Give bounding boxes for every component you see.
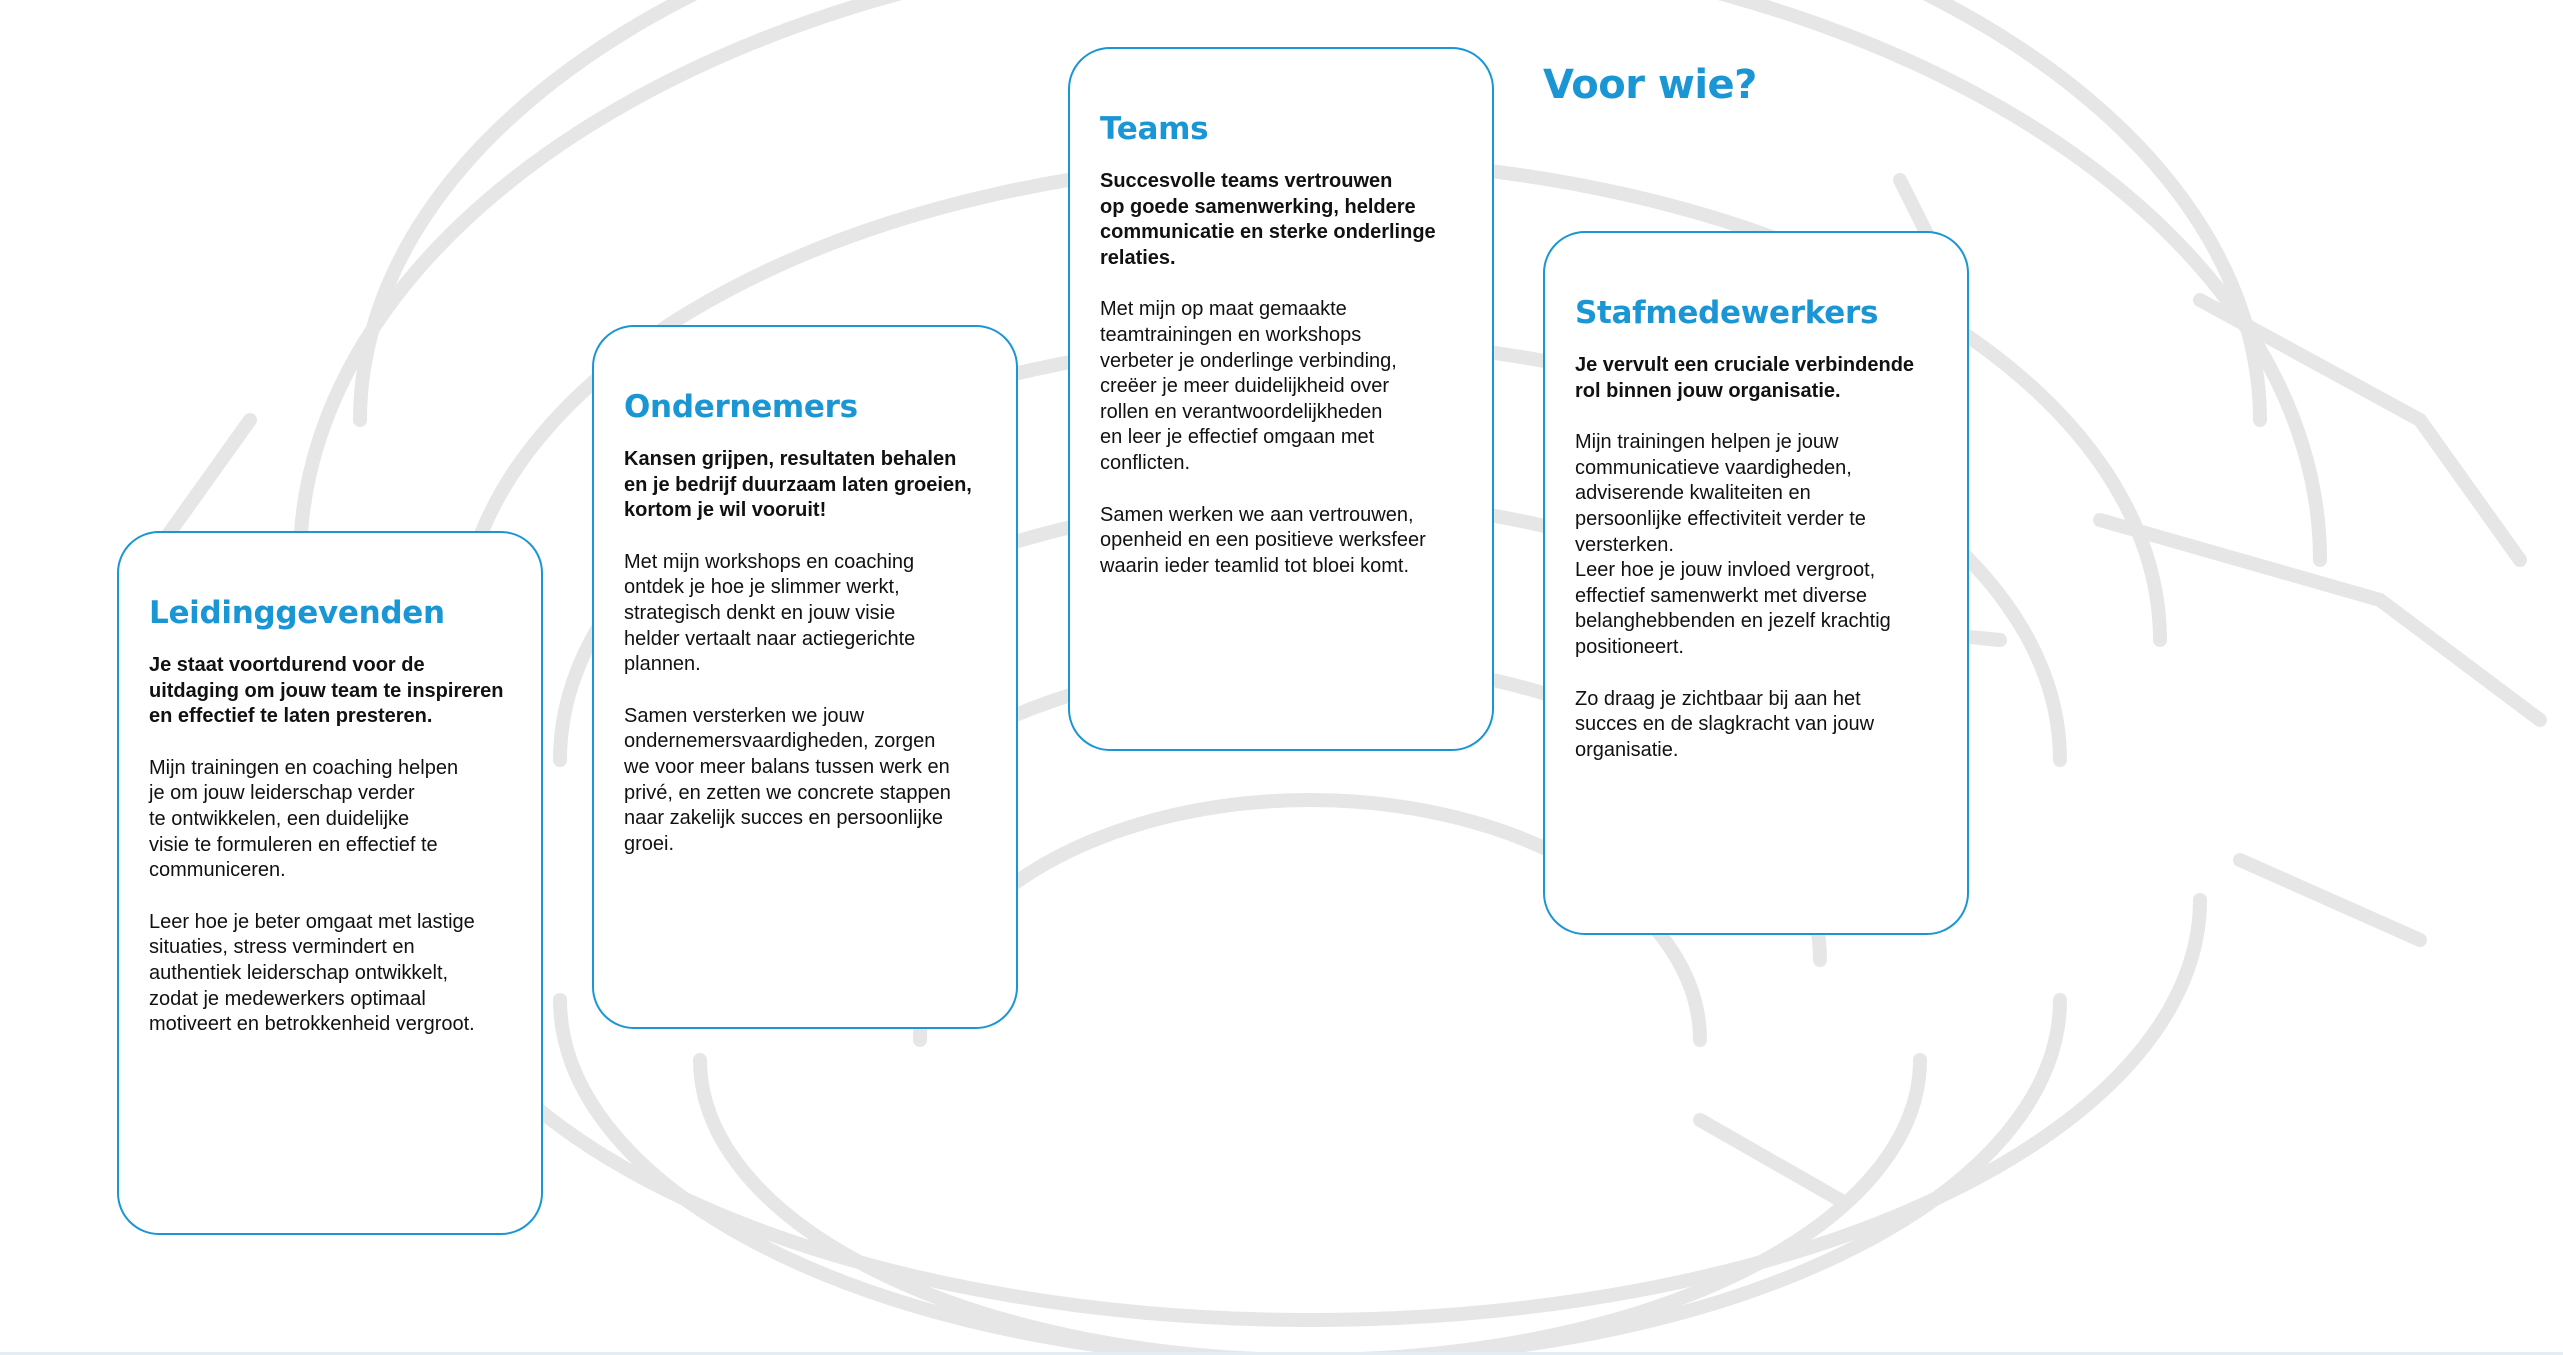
card-lead: Je staat voortdurend voor de uitdaging om jouw team te inspireren en effectief te laten presteren.	[149, 654, 504, 728]
card-title: Stafmedewerkers	[1575, 295, 1879, 331]
card-lead: Je vervult een cruciale verbindende rol binnen jouw organisatie.	[1575, 354, 1915, 402]
card-paragraph: Met mijn workshops en coaching ontdek je hoe je slimmer werkt, strategisch denkt en jouw visie helder vertaalt naar actiegerichte plannen.	[624, 550, 916, 676]
card-paragraph: Samen versterken we jouw ondernemersvaardigheden, zorgen we voor meer balans tussen werk en privé, en zetten we concrete stappen naar zakelijk succes en persoonlijke groei.	[624, 704, 951, 855]
section-title: Voor wie?	[1543, 62, 1757, 108]
card-paragraph: Zo draag je zichtbaar bij aan het succes en de slagkracht van jouw organisatie.	[1575, 687, 1875, 761]
card-title: Leidinggevenden	[149, 595, 445, 631]
card-leidinggevenden	[117, 531, 543, 1235]
card-paragraph: Mijn trainingen helpen je jouw communicatieve vaardigheden, adviserende kwaliteiten en persoonlijke effectiviteit verder te versterken. Leer hoe je jouw invloed vergroot, effectief samenwerkt met diverse belanghebbenden en jezelf krachtig positioneert.	[1575, 431, 1891, 658]
card-paragraph: Samen werken we aan vertrouwen, openheid en een positieve werksfeer waarin ieder teamlid tot bloei komt.	[1100, 503, 1426, 577]
card-paragraph: Met mijn op maat gemaakte teamtrainingen en workshops verbeter je onderlinge verbinding, creëer je meer duidelijkheid over rollen en verantwoordelijkheden en leer je effectief omgaan met conflicten.	[1100, 298, 1397, 474]
card-lead: Kansen grijpen, resultaten behalen en je bedrijf duurzaam laten groeien, kortom je wil vooruit!	[624, 448, 972, 522]
card-ondernemers	[592, 325, 1018, 1029]
card-title: Teams	[1100, 111, 1209, 147]
card-title: Ondernemers	[624, 389, 858, 425]
card-teams	[1068, 47, 1494, 751]
card-stafmedewerkers	[1543, 231, 1969, 935]
card-lead: Succesvolle teams vertrouwen op goede samenwerking, heldere communicatie en sterke onderlinge relaties.	[1100, 170, 1436, 269]
card-paragraph: Leer hoe je beter omgaat met lastige situaties, stress vermindert en authentiek leiderschap ontwikkelt, zodat je medewerkers optimaal motiveert en betrokkenheid vergroot.	[149, 910, 475, 1036]
card-paragraph: Mijn trainingen en coaching helpen je om jouw leiderschap verder te ontwikkelen, een duidelijke visie te formuleren en effectief te communiceren.	[149, 756, 459, 882]
